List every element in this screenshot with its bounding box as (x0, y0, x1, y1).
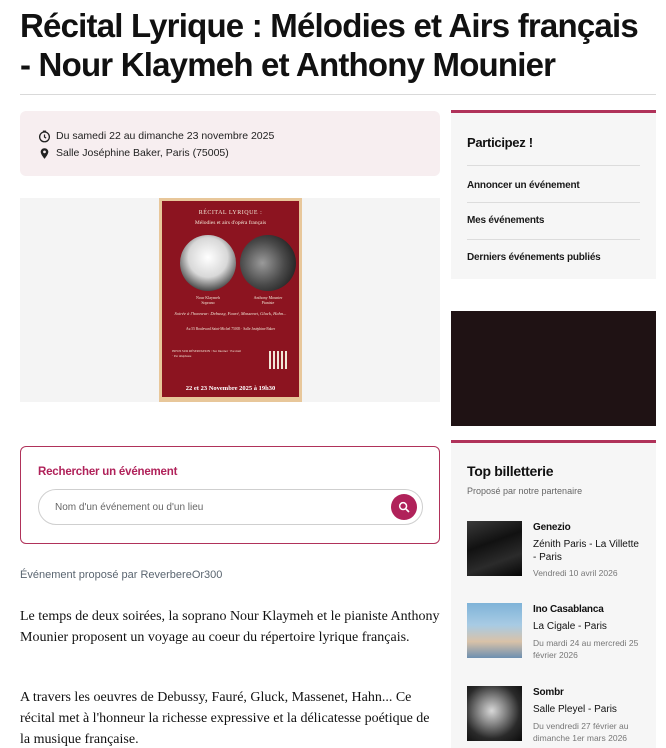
clock-icon (38, 130, 51, 143)
poster-content (162, 201, 299, 397)
ticket-date: Du vendredi 27 février au dimanche 1er mars 2026 (533, 721, 629, 743)
ticket-venue: La Cigale - Paris (533, 621, 607, 632)
ticket-thumbnail (467, 521, 522, 576)
ticket-name: Sombr (533, 687, 564, 698)
event-info-box (20, 111, 440, 176)
poster-portrait-pianist (240, 235, 296, 291)
ticket-venue: Salle Pleyel - Paris (533, 704, 617, 715)
event-poster-image[interactable] (159, 198, 302, 402)
participate-card (451, 110, 656, 279)
participate-title: Participez ! (467, 135, 533, 150)
location-pin-icon (38, 147, 51, 160)
billetterie-title: Top billetterie (467, 463, 554, 479)
search-input[interactable]: Nom d'un événement ou d'un lieu (38, 489, 423, 525)
divider (467, 202, 640, 203)
divider (467, 165, 640, 166)
title-divider (20, 94, 656, 95)
proposed-by (20, 569, 222, 581)
divider (467, 239, 640, 240)
ticket-venue: Zénith Paris - La Villette - Paris (533, 539, 639, 563)
search-title: Rechercher un événement (38, 466, 178, 478)
sidebar-link-my-events[interactable]: Mes événements (467, 215, 545, 226)
poster-title: RÉCITAL LYRIQUE : (198, 210, 263, 216)
ticket-date: Vendredi 10 avril 2026 (533, 568, 618, 578)
event-location-line (38, 145, 440, 161)
ticket-item-sombr[interactable] (467, 686, 642, 744)
qr-code-icon (269, 351, 287, 369)
event-date-line (38, 128, 440, 144)
ticket-item-genezio[interactable] (467, 521, 642, 579)
ticket-item-ino-casablanca[interactable] (467, 603, 642, 661)
sidebar-link-announce[interactable]: Annoncer un événement (467, 180, 580, 191)
ticket-thumbnail (467, 603, 522, 658)
description-paragraph-2: A travers les oeuvres de Debussy, Fauré, Gluck, Massenet, Hahn... Ce récital met à l'honneur la richesse expressive et la délicatesse poétique de la musique française. (20, 690, 430, 747)
ticket-name: Ino Casablanca (533, 604, 604, 615)
top-billetterie-card (451, 440, 656, 748)
poster-portrait-soprano (180, 235, 236, 291)
search-button[interactable] (391, 494, 417, 520)
poster-address: Au 55 Boulevard Saint-Michel 75005 · Salle Joséphine Baker (185, 327, 276, 331)
ticket-thumbnail (467, 686, 522, 741)
ad-banner[interactable] (451, 311, 656, 426)
poster-artist1: Nour Klaymeh Soprano (196, 295, 220, 305)
poster-booking: INFOS SUR RÉSERVATION : Sur Internet · Par mail · Par téléphone (172, 349, 242, 358)
event-date: Du samedi 22 au dimanche 23 novembre 2025 (56, 130, 275, 142)
ticket-date: Du mardi 24 au mercredi 25 février 2026 (533, 638, 639, 660)
page-title: Récital Lyrique : Mélodies et Airs français - Nour Klaymeh et Anthony Mounier (20, 7, 638, 83)
poster-artist2: Anthony Mounier Pianiste (253, 295, 283, 305)
description-paragraph-1: Le temps de deux soirées, la soprano Nour Klaymeh et le pianiste Anthony Mounier proposent un voyage au coeur du répertoire lyrique français. (20, 609, 440, 645)
poster-date: 22 et 23 Novembre 2025 à 19h30 (185, 385, 276, 392)
search-event-card (20, 446, 440, 544)
event-location: Salle Joséphine Baker, Paris (75005) (56, 147, 229, 159)
billetterie-subtitle: Proposé par notre partenaire (467, 486, 583, 496)
poster-subtitle: Mélodies et airs d'opéra français (194, 220, 267, 226)
ticket-name: Genezio (533, 522, 571, 533)
proposed-by-author[interactable]: ReverbereOr300 (140, 569, 223, 581)
event-poster-area (20, 198, 440, 402)
proposed-by-label: Événement proposé par (20, 569, 141, 581)
sidebar-link-latest-events[interactable]: Derniers événements publiés (467, 252, 601, 263)
poster-program: Soirée à l'honneur: Debussy, Fauré, Massenet, Gluck, Hahn... (174, 311, 287, 316)
search-icon (398, 501, 410, 513)
